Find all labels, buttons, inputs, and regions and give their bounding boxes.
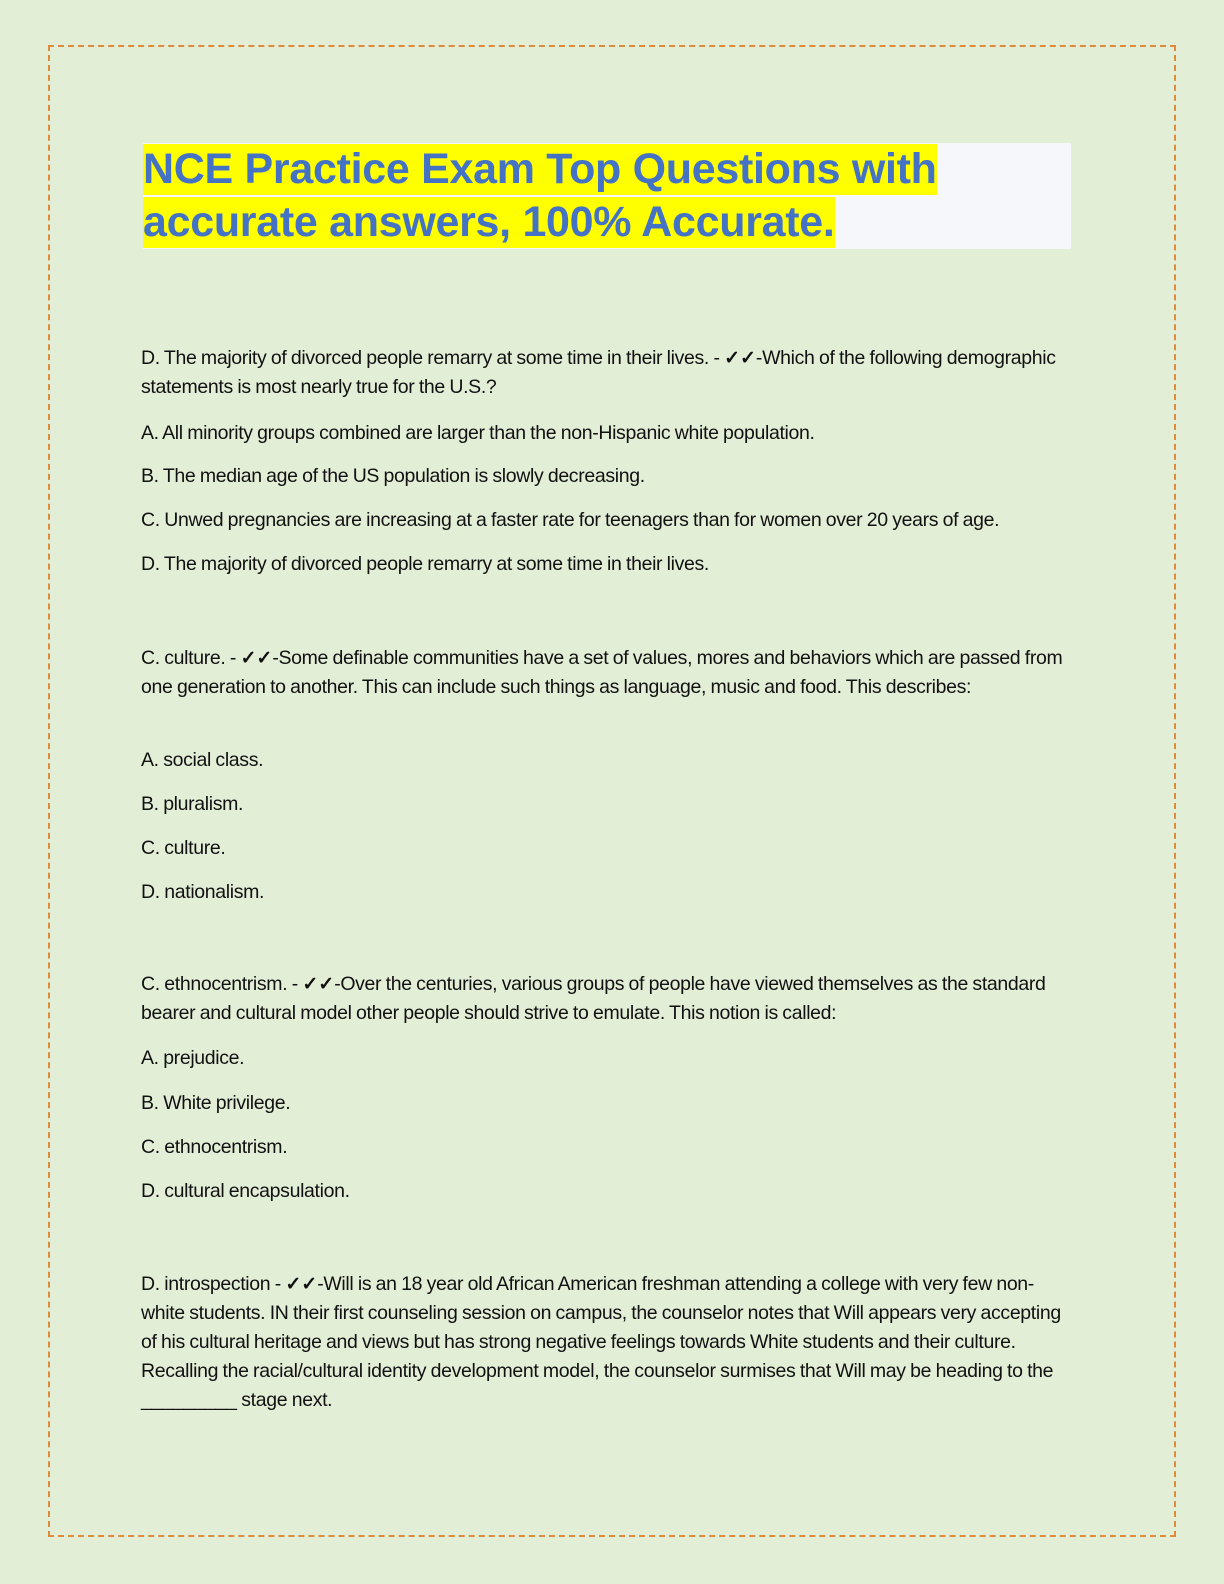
question-2-answer-and-stem xyxy=(141,644,1073,702)
q3-option-d xyxy=(141,1177,1073,1206)
q1-answer-prefix: D. The majority of divorced people remarry at some time in their lives. - xyxy=(141,347,725,369)
q1-option-a xyxy=(141,419,1073,448)
q2-option-a xyxy=(141,746,1073,775)
q4-stem-tail: stage next. xyxy=(236,1389,333,1411)
title-line-1: NCE Practice Exam Top Questions with xyxy=(143,145,937,193)
q1-option-c-text: C. Unwed pregnancies are increasing at a faster rate for teenagers than for women over 20 years of age. xyxy=(141,509,1000,531)
q2-option-b xyxy=(141,790,1073,819)
q2-stem: -Some definable communities have a set of values, mores and behaviors which are passed from one generation to another. This can include such things as language, music and food. This describes: xyxy=(141,647,1063,698)
q1-option-a-text: A. All minority groups combined are larger than the non-Hispanic white population. xyxy=(141,422,815,444)
q1-option-d xyxy=(141,550,1073,579)
q4-answer-prefix: D. introspection - xyxy=(141,1273,286,1295)
q2-option-b-text: B. pluralism. xyxy=(141,793,244,815)
question-1-answer-and-stem xyxy=(141,344,1073,402)
q2-option-d-text: D. nationalism. xyxy=(141,881,265,903)
q3-option-b-text: B. White privilege. xyxy=(141,1092,291,1114)
fill-in-blank: _________ xyxy=(141,1389,237,1411)
q1-option-d-text: D. The majority of divorced people remarry at some time in their lives. xyxy=(141,553,709,575)
q4-stem: -Will is an 18 year old African American freshman attending a college with very few non-white students. IN their first counseling session on campus, the counselor notes that Will appears very accepting of his cultural heritage and views but has strong negative feelings towards White students and their culture. Recalling the racial/cultural identity development model, the counselor surmises that Will may be heading to the xyxy=(141,1273,1061,1382)
q1-option-c xyxy=(141,506,1073,535)
document-title-block xyxy=(143,143,1071,249)
check-mark-icon: ✓✓ xyxy=(285,1274,318,1295)
q3-option-d-text: D. cultural encapsulation. xyxy=(141,1180,350,1202)
q2-option-d xyxy=(141,878,1073,907)
question-3-answer-and-stem xyxy=(141,970,1073,1028)
q2-option-c-text: C. culture. xyxy=(141,837,226,859)
q1-stem: -Which of the following demographic statements is most nearly true for the U.S.? xyxy=(141,347,1056,398)
q1-option-b xyxy=(141,462,1073,491)
q3-option-c-text: C. ethnocentrism. xyxy=(141,1136,288,1158)
q3-answer-prefix: C. ethnocentrism. - xyxy=(141,973,303,995)
q2-answer-prefix: C. culture. - xyxy=(141,647,241,669)
q2-option-c xyxy=(141,834,1073,863)
q3-option-a xyxy=(141,1044,1073,1073)
question-4-answer-and-stem xyxy=(141,1270,1073,1415)
q1-option-b-text: B. The median age of the US population is slowly decreasing. xyxy=(141,465,645,487)
title-line-2: accurate answers, 100% Accurate. xyxy=(143,198,835,246)
q3-option-b xyxy=(141,1089,1073,1118)
check-mark-icon: ✓✓ xyxy=(724,348,756,369)
page-title xyxy=(143,143,1071,249)
q2-option-a-text: A. social class. xyxy=(141,749,264,771)
check-mark-icon: ✓✓ xyxy=(302,974,335,995)
check-mark-icon: ✓✓ xyxy=(240,648,273,669)
q3-option-c xyxy=(141,1133,1073,1162)
q3-option-a-text: A. prejudice. xyxy=(141,1047,245,1069)
q3-stem: -Over the centuries, various groups of people have viewed themselves as the standard bearer and cultural model other people should strive to emulate. This notion is called: xyxy=(141,973,1046,1024)
